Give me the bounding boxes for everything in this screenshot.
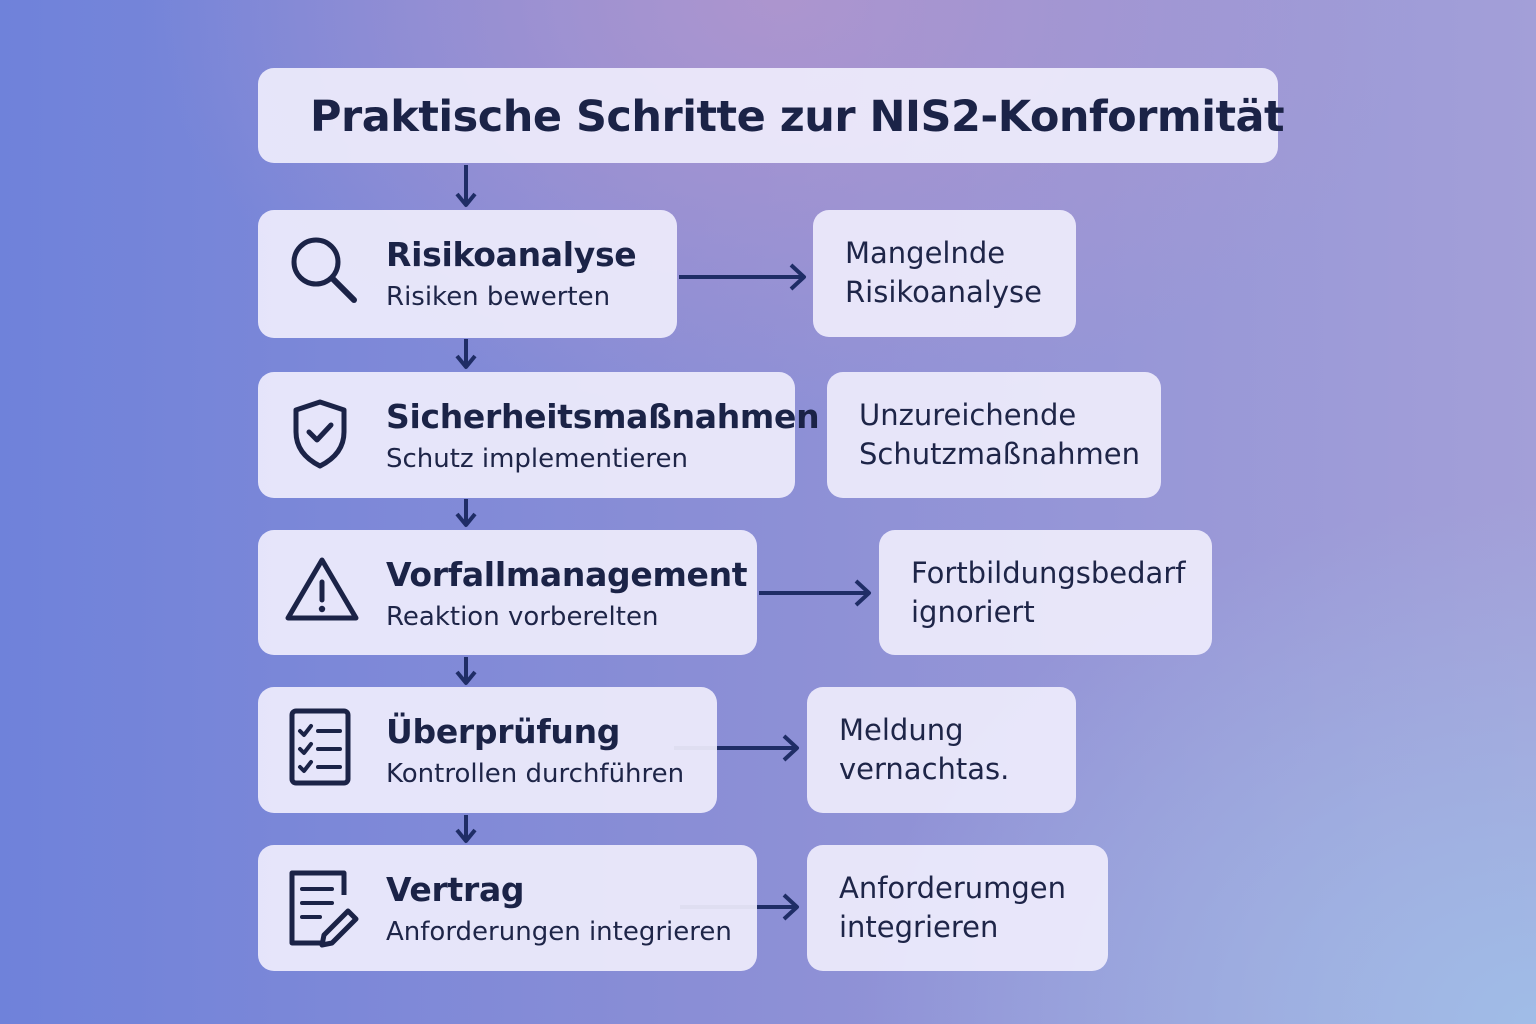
contract-pen-icon	[284, 865, 368, 949]
down-arrow-title-to-step1	[457, 165, 475, 205]
warning-triangle-icon	[284, 550, 368, 634]
step-heading: Risikoanalyse	[386, 235, 637, 274]
step-heading: Vorfallmanagement	[386, 555, 748, 594]
down-arrow-step3-to-step4	[457, 657, 475, 683]
issue-line-1: Unzureichende	[859, 398, 1077, 432]
step-subtitle: Kontrollen durchführen	[386, 759, 685, 789]
issue-line-1: Anforderumgen	[839, 871, 1067, 905]
down-arrow-step2-to-step3	[457, 499, 475, 525]
issue-line-2: Risikoanalyse	[845, 275, 1042, 309]
issue-line-1: Meldung	[839, 713, 964, 747]
issue-card-2	[827, 372, 1161, 498]
issue-line-1: Mangelnde	[845, 236, 1006, 270]
step-heading: Sicherheitsmaßnahmen	[386, 397, 820, 436]
step-card-vertrag	[258, 845, 757, 971]
step-subtitle: Anforderungen integrieren	[386, 917, 732, 947]
step-card-ueberpruefung	[258, 687, 717, 813]
step-subtitle: Schutz implementieren	[386, 444, 688, 474]
magnifier-icon	[284, 230, 368, 314]
issue-line-2: integrieren	[839, 910, 999, 944]
issue-card-3	[879, 530, 1212, 655]
step-card-vorfallmanagement	[258, 530, 757, 655]
issue-line-2: vernachtas.	[839, 752, 1010, 786]
issue-card-1	[813, 210, 1076, 337]
issue-card-4	[807, 687, 1076, 813]
step-card-sicherheitsmassnahmen	[258, 372, 820, 498]
diagram-title: Praktische Schritte zur NIS2-Konformität	[310, 92, 1285, 142]
checklist-icon	[284, 707, 368, 791]
issue-line-2: ignoriert	[911, 595, 1035, 629]
issue-line-1: Fortbildungsbedarf	[911, 556, 1186, 590]
step-heading: Vertrag	[386, 870, 525, 909]
step-card-risikoanalyse	[258, 210, 677, 338]
step-subtitle: Reaktion vorberelten	[386, 602, 659, 632]
step-subtitle: Risiken bewerten	[386, 282, 611, 312]
right-arrow-step1-to-issue1	[679, 265, 804, 289]
down-arrow-step4-to-step5	[457, 815, 475, 841]
shield-check-icon	[284, 392, 368, 476]
right-arrow-step3-to-issue3	[759, 581, 869, 605]
down-arrow-step1-to-step2	[457, 339, 475, 367]
issue-line-2: Schutzmaßnahmen	[859, 437, 1140, 471]
title-card	[258, 68, 1285, 163]
step-heading: Überprüfung	[386, 712, 621, 751]
issue-card-5	[807, 845, 1108, 971]
